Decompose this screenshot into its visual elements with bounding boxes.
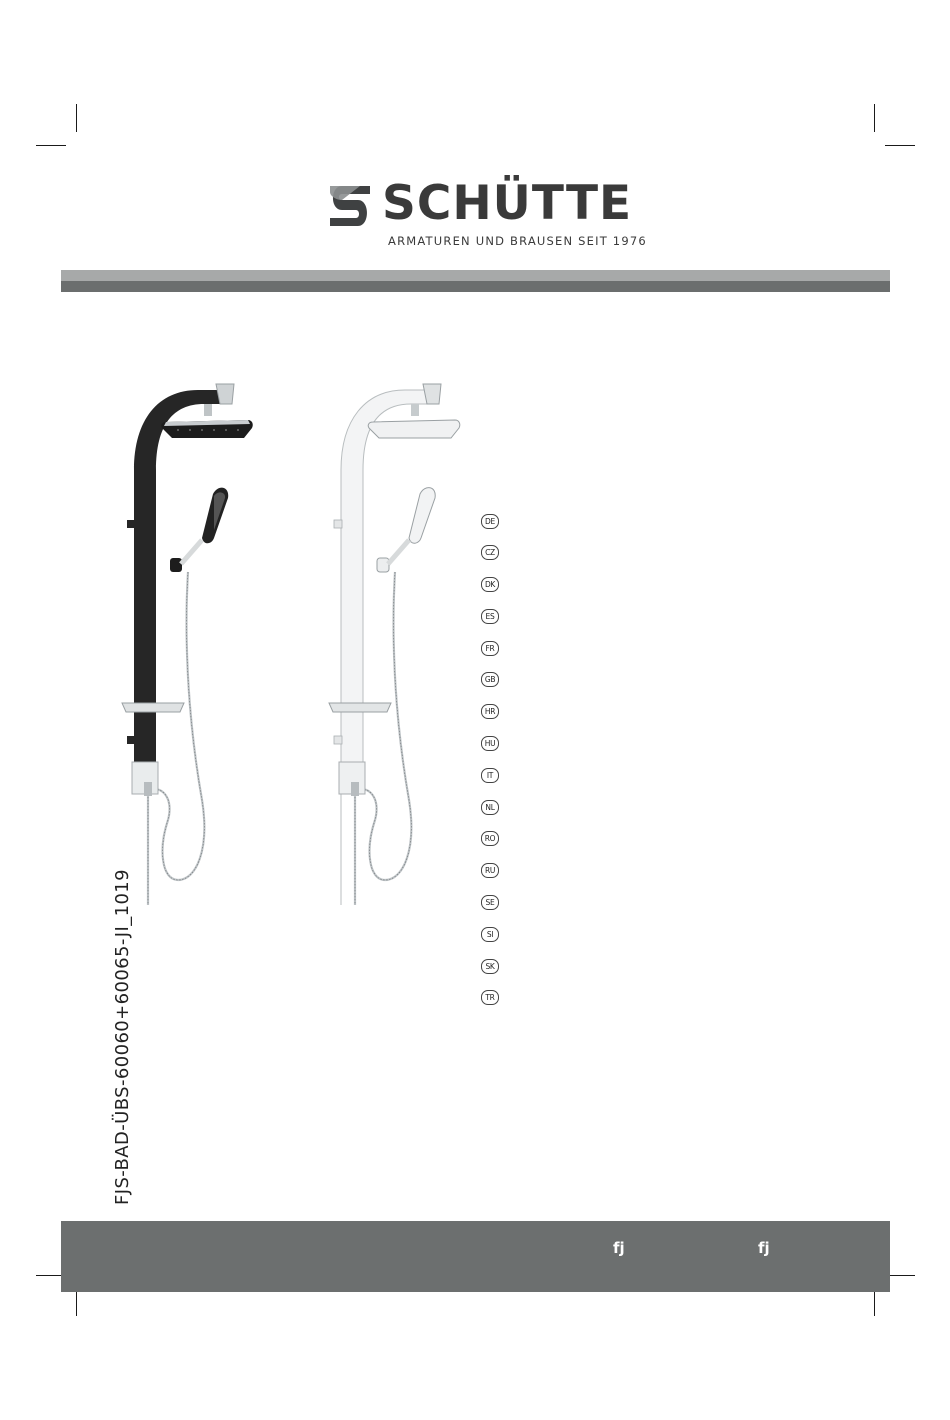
language-badge: HU xyxy=(481,736,499,751)
list-item xyxy=(481,607,499,625)
list-item xyxy=(481,544,499,562)
list-item xyxy=(481,639,499,657)
language-badge: DE xyxy=(481,514,499,529)
brand-wordmark: SCHÜTTE xyxy=(382,176,633,231)
language-list xyxy=(481,512,499,1021)
crop-mark-top-right-horizontal xyxy=(885,145,915,146)
list-item xyxy=(481,703,499,721)
list-item xyxy=(481,576,499,594)
crop-mark-top-right-vertical xyxy=(874,104,875,132)
list-item xyxy=(481,894,499,912)
language-badge: TR xyxy=(481,990,499,1005)
language-badge: SE xyxy=(481,895,499,910)
crop-mark-top-left-vertical xyxy=(76,104,77,132)
language-badge: RU xyxy=(481,863,499,878)
list-item xyxy=(481,766,499,784)
list-item xyxy=(481,512,499,530)
language-badge: FR xyxy=(481,641,499,656)
header-bar-light xyxy=(61,270,890,281)
language-badge: IT xyxy=(481,768,499,783)
language-badge: RO xyxy=(481,831,499,846)
footer-mark: fj xyxy=(758,1239,770,1257)
language-badge: HR xyxy=(481,704,499,719)
header-bar-dark xyxy=(61,281,890,292)
document-code: FJS-BAD-ÜBS-60060+60065-JI_1019 xyxy=(112,868,133,1205)
language-badge: CZ xyxy=(481,545,499,560)
brand-tagline: ARMATUREN UND BRAUSEN SEIT 1976 xyxy=(388,234,647,248)
list-item xyxy=(481,798,499,816)
product-image-white-shower xyxy=(325,380,475,910)
language-badge: DK xyxy=(481,577,499,592)
list-item xyxy=(481,862,499,880)
language-badge: SK xyxy=(481,959,499,974)
list-item xyxy=(481,957,499,975)
list-item xyxy=(481,671,499,689)
language-badge: GB xyxy=(481,672,499,687)
crop-mark-top-left-horizontal xyxy=(36,145,66,146)
product-image-black-shower xyxy=(118,380,268,910)
crop-mark-bottom-right-vertical xyxy=(874,1288,875,1316)
list-item xyxy=(481,830,499,848)
brand-logo-icon xyxy=(330,186,370,226)
list-item xyxy=(481,925,499,943)
footer-bar xyxy=(61,1221,890,1292)
brand-logo xyxy=(330,176,647,252)
language-badge: ES xyxy=(481,609,499,624)
list-item xyxy=(481,989,499,1007)
language-badge: SI xyxy=(481,927,499,942)
footer-mark: fj xyxy=(613,1239,625,1257)
crop-mark-bottom-left-vertical xyxy=(76,1288,77,1316)
language-badge: NL xyxy=(481,800,499,815)
list-item xyxy=(481,735,499,753)
